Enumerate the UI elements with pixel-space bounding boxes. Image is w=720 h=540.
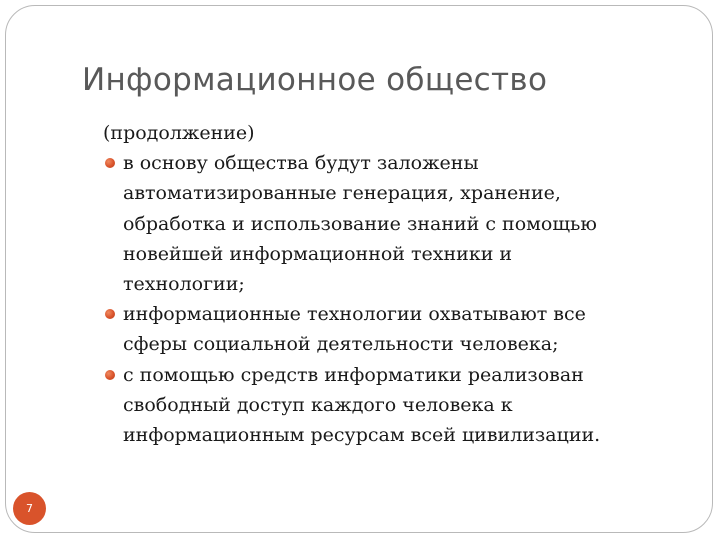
bullet-line: автоматизированные генерация, хранение, — [123, 182, 561, 205]
page-number: 7 — [26, 502, 33, 515]
intro-text: (продолжение) — [103, 122, 255, 144]
page-number-badge — [13, 492, 46, 525]
bullet-dot-icon — [105, 370, 115, 380]
bullet-list — [103, 148, 663, 450]
bullet-line: обработка и использование знаний с помощью — [123, 212, 597, 235]
bullet-item — [103, 360, 663, 451]
bullet-line: с помощью средств информатики реализован — [123, 363, 584, 386]
bullet-line: новейшей информационной техники и — [123, 242, 513, 265]
bullet-line: в основу общества будут заложены — [123, 152, 479, 175]
bullet-line: сферы социальной деятельности человека; — [123, 333, 559, 356]
slide-title: Информационное общество — [82, 62, 548, 98]
bullet-dot-icon — [105, 158, 115, 168]
bullet-dot-icon — [105, 309, 115, 319]
bullet-line: информационным ресурсам всей цивилизации. — [123, 424, 601, 447]
slide-content — [103, 118, 663, 450]
bullet-item — [103, 299, 663, 359]
bullet-line: информационные технологии охватывают все — [123, 303, 586, 326]
bullet-line: технологии; — [123, 273, 245, 296]
bullet-line: свободный доступ каждого человека к — [123, 393, 513, 416]
bullet-item — [103, 148, 663, 299]
